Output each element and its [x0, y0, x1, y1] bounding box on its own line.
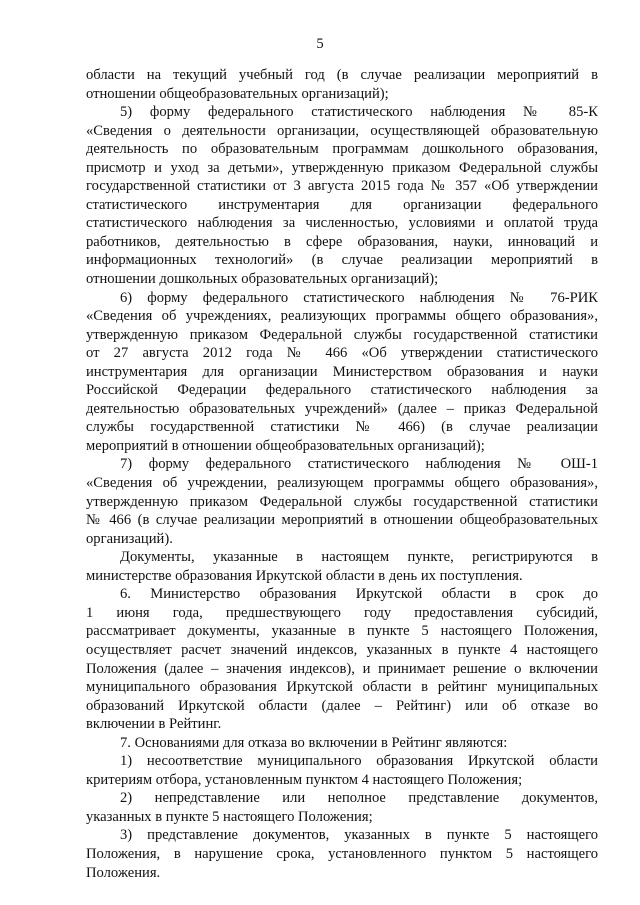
document-text [86, 66, 598, 882]
text-line: «Сведения об учреждениях, реализующих программы общего образования», [86, 308, 598, 325]
text-line: включении в Рейтинг. [86, 716, 222, 733]
text-line: Российской Федерации федерального статистического наблюдения за [86, 382, 598, 399]
text-line: государственной статистики от 3 августа 2015 года № 357 «Об утверждении [86, 178, 598, 195]
text-line: «Сведения о деятельности организации, осуществляющей образовательную [86, 122, 598, 139]
text-line: статистического наблюдения за численностью, условиями и оплатой труда [86, 215, 598, 232]
text-line: 2) непредставление или неполное представление документов, [120, 790, 598, 807]
text-line: работников, деятельностью в сфере образования, науки, инноваций и [86, 233, 598, 250]
text-line: мероприятий в отношении общеобразовательных организаций); [86, 437, 485, 454]
text-line: деятельностью образовательных учреждений» (далее – приказ Федеральной [86, 400, 598, 417]
text-line: осуществляет расчет значений индексов, указанных в пункте 4 настоящего [86, 641, 598, 658]
text-line: области на текущий учебный год (в случае реализации мероприятий в [86, 67, 598, 83]
text-line: министерстве образования Иркутской области в день их поступления. [86, 567, 523, 584]
text-line: утвержденную приказом Федеральной службы государственной статистики [86, 326, 598, 343]
page-number: 5 [316, 36, 324, 52]
text-line: 3) представление документов, указанных в пункте 5 настоящего [120, 827, 598, 844]
text-line: 5) форму федерального статистического наблюдения № 85-К [120, 104, 598, 121]
text-line: 6) форму федерального статистического наблюдения № 76-РИК [120, 289, 598, 306]
text-line: указанных в пункте 5 настоящего Положения; [86, 808, 373, 825]
text-line: статистического инструментария для организации федерального [86, 196, 598, 213]
text-line: № 466 (в случае реализации мероприятий в отношении общеобразовательных [86, 512, 598, 529]
text-line: Положения (далее – значения индексов), и принимает решение о включении [86, 660, 598, 677]
text-line: 7) форму федерального статистического наблюдения № ОШ-1 [120, 456, 598, 473]
text-line: от 27 августа 2012 года № 466 «Об утверждении статистического [86, 345, 598, 362]
text-line: отношении дошкольных образовательных организаций); [86, 271, 439, 288]
text-line: организаций). [86, 530, 173, 547]
text-line: 1) несоответствие муниципального образования Иркутской области [120, 753, 598, 770]
text-line: муниципального образования Иркутской области в рейтинг муниципальных [86, 679, 598, 696]
text-line: Документы, указанные в настоящем пункте, регистрируются в [120, 549, 598, 566]
text-line: инструментария для организации Министерством образования и науки [86, 363, 598, 380]
text-line: 7. Основаниями для отказа во включении в Рейтинг являются: [120, 734, 508, 751]
text-line: образований Иркутской области (далее – Рейтинг) или об отказе во [86, 697, 598, 714]
text-line: рассматривает документы, указанные в пункте 5 настоящего Положения, [86, 623, 598, 640]
text-line: Положения, в нарушение срока, установленного пунктом 5 настоящего [86, 845, 598, 862]
text-line: утвержденную приказом Федеральной службы государственной статистики [86, 493, 598, 510]
text-line: присмотр и уход за детьми», утвержденную приказом Федеральной службы [86, 159, 598, 176]
text-line: отношении общеобразовательных организаций); [86, 85, 389, 102]
text-line: критериям отбора, установленным пунктом 4 настоящего Положения; [86, 771, 523, 788]
text-line: Положения. [86, 864, 161, 881]
text-line: информационных технологий» (в случае реализации мероприятий в [86, 252, 598, 269]
text-line: 6. Министерство образования Иркутской области в срок до [120, 586, 598, 603]
text-line: деятельность по образовательным программам дошкольного образования, [86, 141, 598, 158]
text-line: «Сведения об учреждении, реализующем программы общего образования», [86, 475, 598, 492]
text-line: службы государственной статистики № 466) (в случае реализации [86, 419, 598, 436]
text-line: 1 июня года, предшествующего году предоставления субсидий, [86, 604, 598, 621]
